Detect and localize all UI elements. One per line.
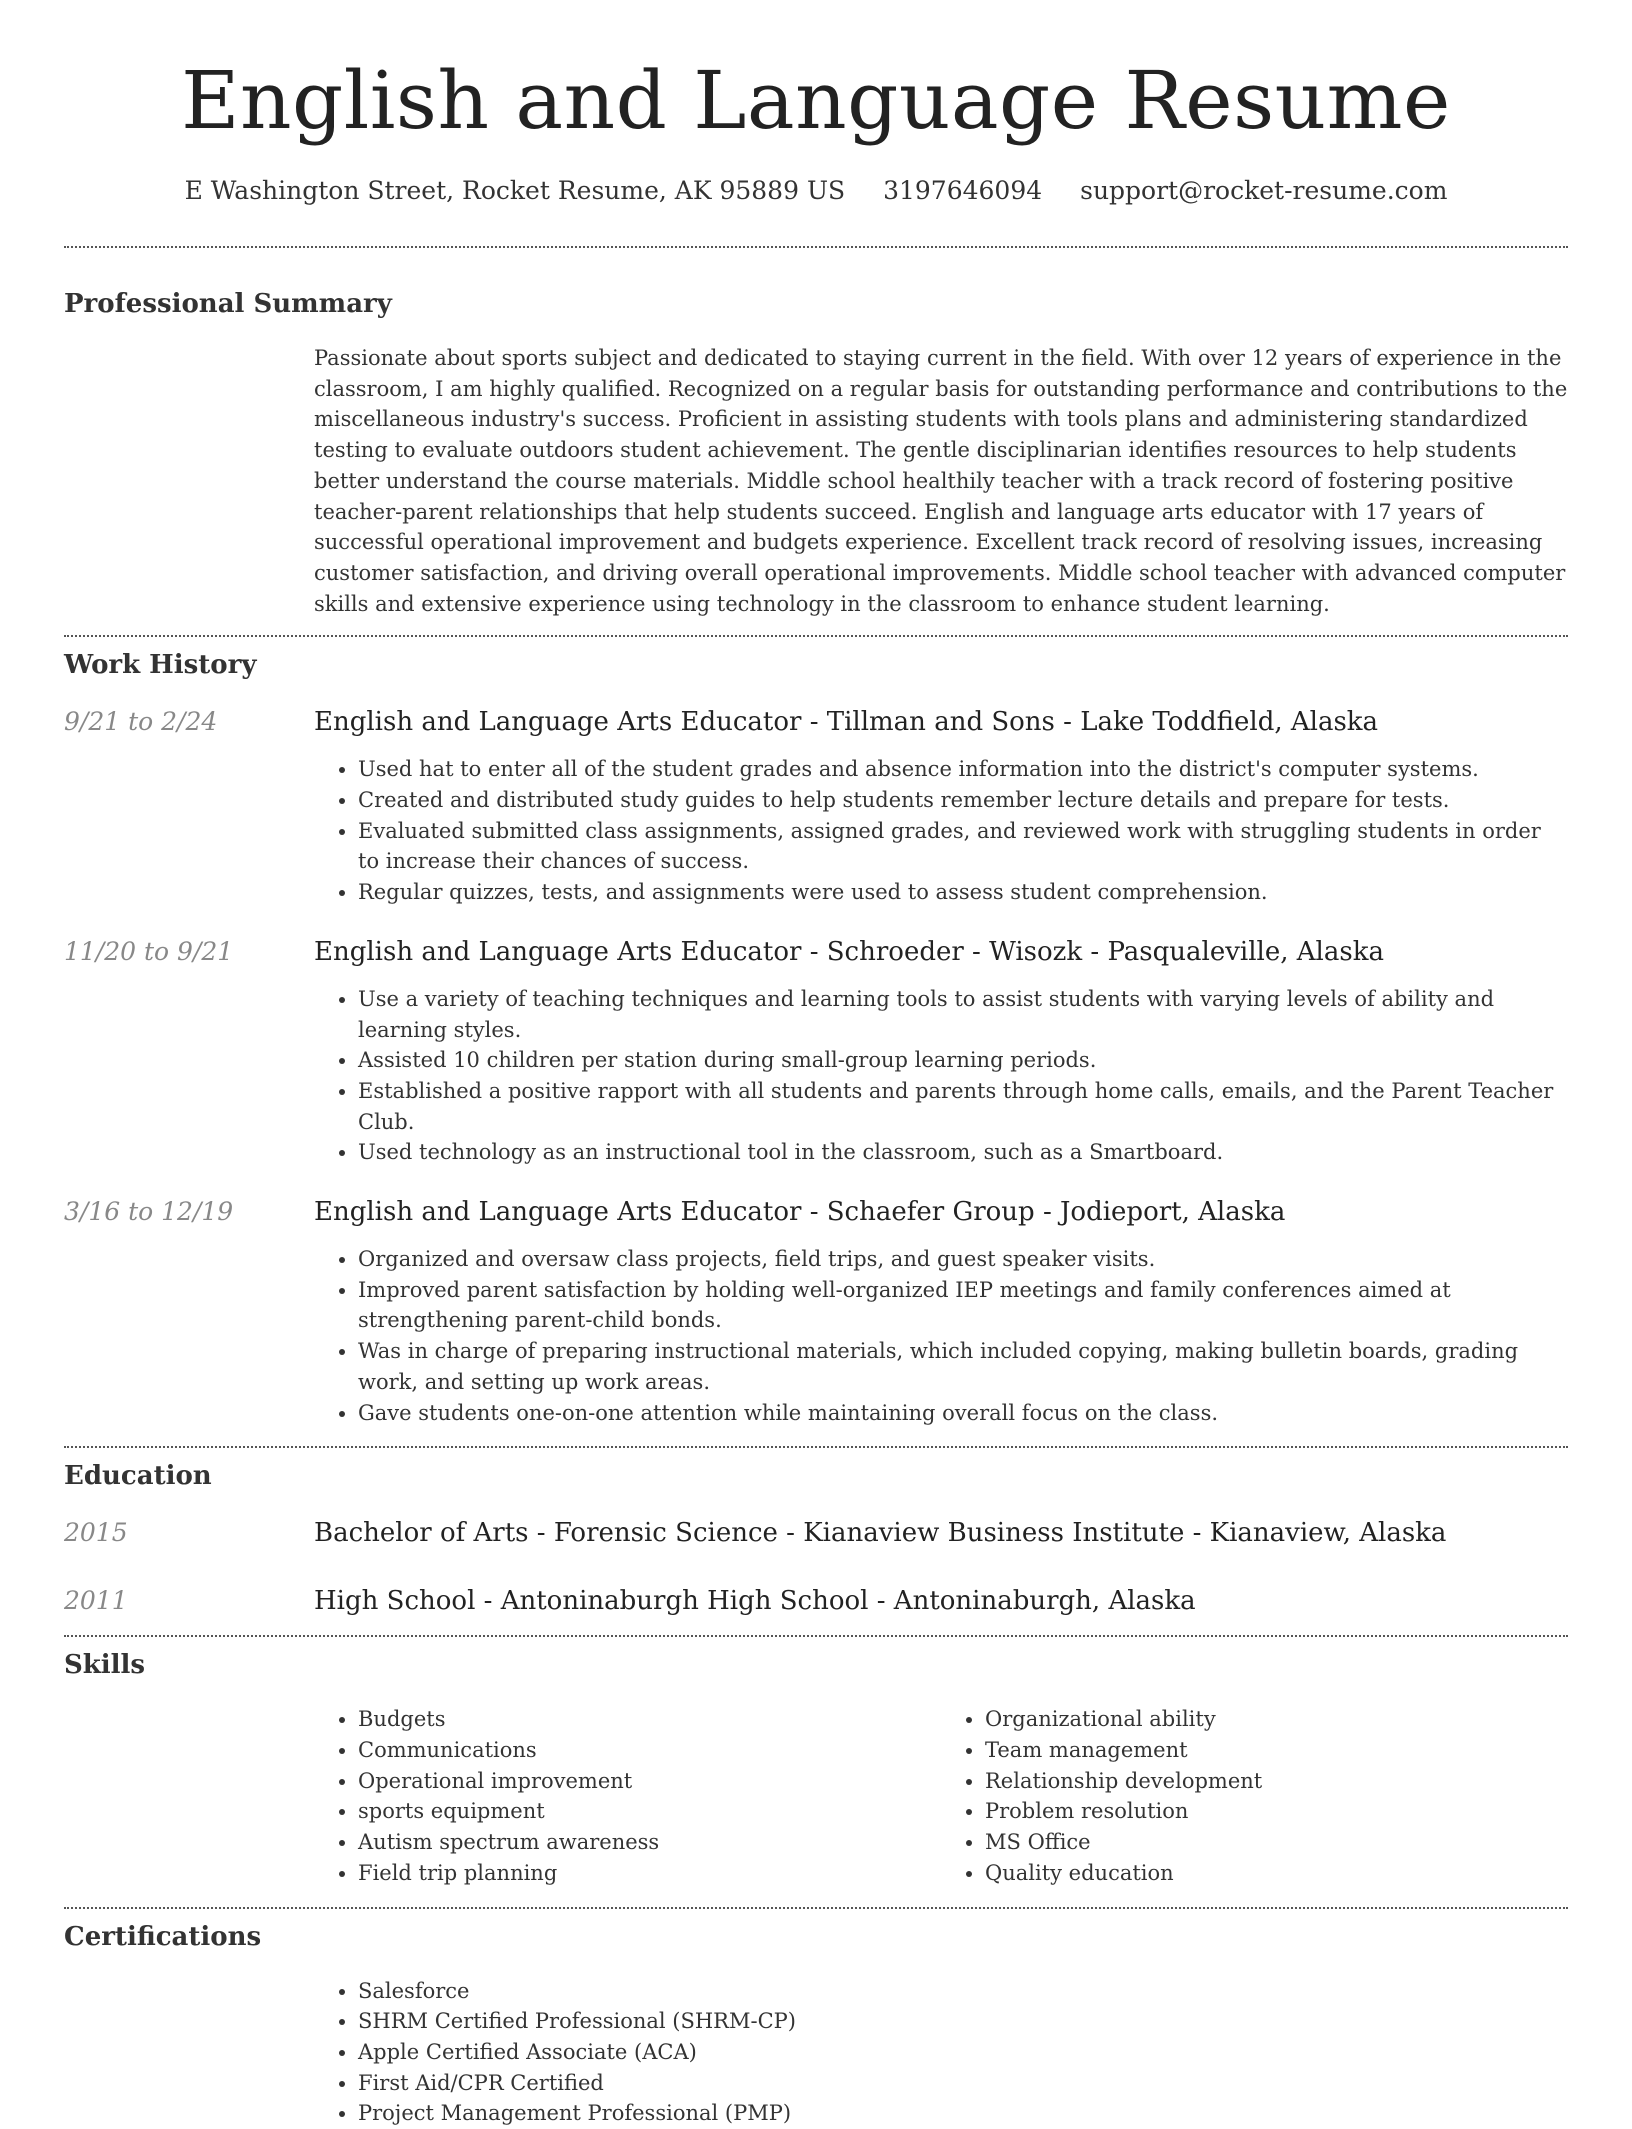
education-title: Bachelor of Arts - Forensic Science - Kianaview Business Institute - Kianaview, Alaska: [314, 1517, 1568, 1549]
skill-item: • Problem resolution: [985, 1796, 1568, 1827]
skill-item: • Budgets: [358, 1704, 941, 1735]
skills-list-left: [314, 1704, 941, 1888]
job-duty: • Organized and oversaw class projects, field trips, and guest speaker visits.: [358, 1244, 1568, 1275]
job-duty: • Gave students one-on-one attention while maintaining overall focus on the class.: [358, 1398, 1568, 1429]
job-duty: • Improved parent satisfaction by holding well-organized IEP meetings and family conferences aimed at strengthening parent-child bonds.: [358, 1275, 1568, 1336]
certification-item: • SHRM Certified Professional (SHRM-CP): [358, 2006, 1568, 2037]
skill-item: • sports equipment: [358, 1796, 941, 1827]
job-duty: • Evaluated submitted class assignments, assigned grades, and reviewed work with struggling students in order to increase their chances of success.: [358, 816, 1568, 877]
certifications-list: [314, 1976, 1568, 2129]
job-duty: • Was in charge of preparing instructional materials, which included copying, making bulletin boards, grading work, and setting up work areas.: [358, 1336, 1568, 1397]
education-section: [64, 1460, 1568, 1617]
job-duty: • Regular quizzes, tests, and assignments were used to assess student comprehension.: [358, 877, 1568, 908]
skills-spacer: [64, 1704, 314, 1888]
contact-email: support@rocket-resume.com: [1080, 176, 1447, 205]
education-entry: [64, 1585, 1568, 1617]
section-divider: [64, 1446, 1568, 1448]
skills-heading: Skills: [64, 1649, 1568, 1681]
section-divider: [64, 246, 1568, 248]
job-entry: [64, 936, 1568, 1168]
certifications-section: [64, 1921, 1568, 2129]
skill-item: • Field trip planning: [358, 1858, 941, 1889]
section-divider: [64, 1635, 1568, 1637]
section-divider: [64, 635, 1568, 637]
job-duties: [314, 984, 1568, 1168]
job-entry: [64, 706, 1568, 908]
job-entry: [64, 1196, 1568, 1428]
skill-item: • Organizational ability: [985, 1704, 1568, 1735]
job-title: English and Language Arts Educator - Schroeder - Wisozk - Pasqualeville, Alaska: [314, 936, 1568, 968]
job-title: English and Language Arts Educator - Schaefer Group - Jodieport, Alaska: [314, 1196, 1568, 1228]
job-duty: • Use a variety of teaching techniques and learning tools to assist students with varying levels of ability and learning styles.: [358, 984, 1568, 1045]
certification-item: • Apple Certified Associate (ACA): [358, 2037, 1568, 2068]
resume-name: English and Language Resume: [64, 0, 1568, 150]
education-heading: Education: [64, 1460, 1568, 1492]
certification-item: • Project Management Professional (PMP): [358, 2098, 1568, 2129]
summary-heading: Professional Summary: [64, 288, 1568, 320]
skill-item: • MS Office: [985, 1827, 1568, 1858]
job-duties: [314, 1244, 1568, 1428]
summary-text: Passionate about sports subject and dedicated to staying current in the field. With over 12 years of experience in the classroom, I am highly qualified. Recognized on a regular basis for outstanding performance and contributions to the miscellaneous industry's success. Proficient in assisting students with tools plans and administering standardized testing to evaluate outdoors student achievement. The gentle disciplinarian identifies resources to help students better understand the course materials. Middle school healthily teacher with a track record of fostering positive teacher-parent relationships that help students succeed. English and language arts educator with 17 years of successful operational improvement and budgets experience. Excellent track record of resolving issues, increasing customer satisfaction, and driving overall operational improvements. Middle school teacher with advanced computer skills and extensive experience using technology in the classroom to enhance student learning.: [314, 343, 1568, 619]
education-year: 2011: [64, 1585, 314, 1617]
summary-spacer: [64, 343, 314, 619]
skill-item: • Communications: [358, 1735, 941, 1766]
job-duty: • Assisted 10 children per station during small-group learning periods.: [358, 1045, 1568, 1076]
education-title: High School - Antoninaburgh High School - Antoninaburgh, Alaska: [314, 1585, 1568, 1617]
certifications-heading: Certifications: [64, 1921, 1568, 1953]
skill-item: • Quality education: [985, 1858, 1568, 1889]
contact-address: E Washington Street, Rocket Resume, AK 95889 US: [185, 176, 846, 205]
contact-phone: 3197646094: [883, 176, 1042, 205]
job-duty: • Created and distributed study guides to help students remember lecture details and prepare for tests.: [358, 785, 1568, 816]
education-year: 2015: [64, 1517, 314, 1549]
job-dates: 11/20 to 9/21: [64, 936, 314, 1168]
skills-section: [64, 1649, 1568, 1888]
certification-item: • Salesforce: [358, 1976, 1568, 2007]
job-duty: • Used technology as an instructional tool in the classroom, such as a Smartboard.: [358, 1137, 1568, 1168]
job-duty: • Used hat to enter all of the student grades and absence information into the district's computer systems.: [358, 754, 1568, 785]
skill-item: • Relationship development: [985, 1766, 1568, 1797]
contact-line: [64, 176, 1568, 206]
skill-item: • Autism spectrum awareness: [358, 1827, 941, 1858]
certifications-spacer: [64, 1976, 314, 2129]
job-dates: 9/21 to 2/24: [64, 706, 314, 908]
section-divider: [64, 1907, 1568, 1909]
job-dates: 3/16 to 12/19: [64, 1196, 314, 1428]
skill-item: • Team management: [985, 1735, 1568, 1766]
summary-section: [64, 288, 1568, 619]
job-duty: • Established a positive rapport with all students and parents through home calls, emails, and the Parent Teacher Club.: [358, 1076, 1568, 1137]
skill-item: • Operational improvement: [358, 1766, 941, 1797]
job-duties: [314, 754, 1568, 908]
work-history-heading: Work History: [64, 649, 1568, 681]
job-title: English and Language Arts Educator - Tillman and Sons - Lake Toddfield, Alaska: [314, 706, 1568, 738]
work-history-section: [64, 649, 1568, 1428]
certification-item: • First Aid/CPR Certified: [358, 2068, 1568, 2099]
skills-list-right: [941, 1704, 1568, 1888]
education-entry: [64, 1517, 1568, 1549]
